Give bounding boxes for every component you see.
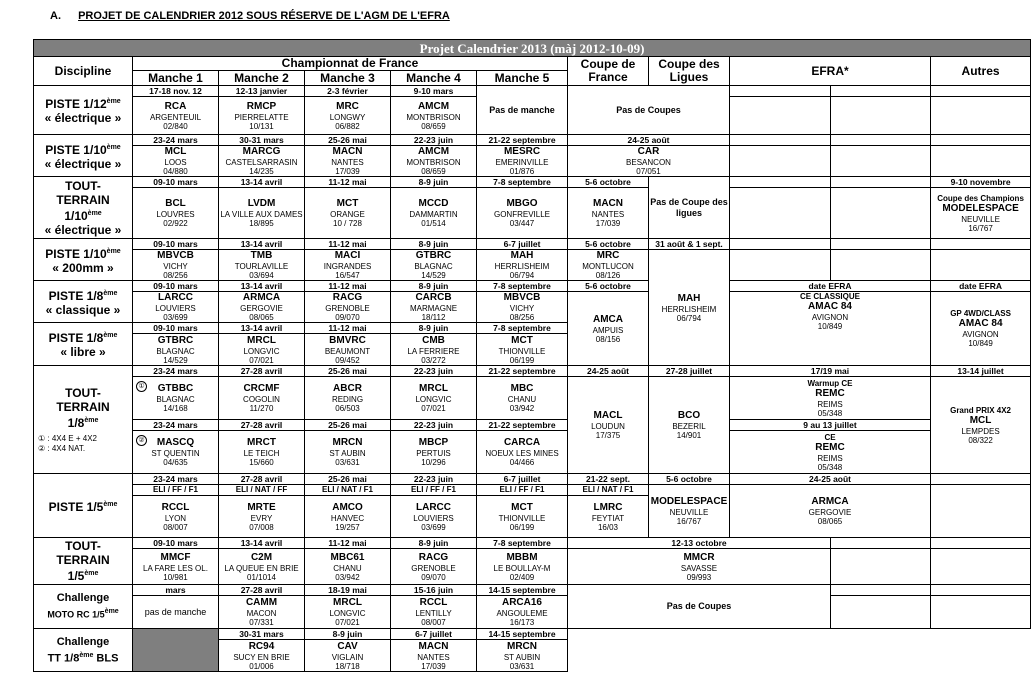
club-cell: MACN NANTES 17/039	[391, 640, 477, 672]
club-cell: MACI INGRANDES 16/547	[305, 250, 391, 281]
club-cell: MRCL LONGVIC 07/021	[219, 334, 305, 366]
date-cell: 12-13 janvier	[219, 86, 305, 97]
date-cell: 09-10 mars	[133, 239, 219, 250]
date-cell: 30-31 mars	[219, 629, 305, 640]
date-cell: 8-9 juin	[391, 177, 477, 188]
club-cell: MMCR SAVASSE 09/993	[568, 549, 831, 585]
header-manche-1: Manche 1	[133, 71, 219, 86]
category-cell: ELI / NAT / FF	[219, 485, 305, 496]
empty-cell	[931, 146, 1031, 177]
club-cell: GTBRC BLAGNAC 14/529	[133, 334, 219, 366]
date-cell: 09-10 mars	[133, 281, 219, 292]
club-cell: MRC MONTLUCON 08/126	[568, 250, 649, 281]
club-cell: MBC61 CHANU 03/942	[305, 549, 391, 585]
club-cell: AMCA AMPUIS 08/156	[568, 292, 649, 366]
empty-cell	[831, 239, 931, 250]
no-coupes-cell: Pas de Coupes	[568, 86, 730, 135]
discipline-tout-terrain-1-8: TOUT- TERRAIN 1/8ème ① : 4X4 E + 4X2 ② : 4X4 NAT.	[34, 366, 133, 474]
document-title	[50, 10, 450, 22]
date-cell: 11-12 mai	[305, 281, 391, 292]
date-cell: 13-14 avril	[219, 239, 305, 250]
club-cell: MBGO GONFREVILLE 03/447	[477, 188, 568, 239]
calendar-table	[33, 39, 1031, 672]
club-cell: MCT THIONVILLE 06/199	[477, 334, 568, 366]
club-cell: MCL LOOS 04/880	[133, 146, 219, 177]
date-cell: 09-10 mars	[133, 538, 219, 549]
date-cell: 7-8 septembre	[477, 538, 568, 549]
club-cell: MRCL LONGVIC 07/021	[305, 596, 391, 629]
club-cell: CARCB MARMAGNE 18/112	[391, 292, 477, 323]
empty-cell	[931, 97, 1031, 135]
date-cell: date EFRA	[730, 281, 931, 292]
date-cell: 21-22 septembre	[477, 420, 568, 431]
discipline-piste-1-12: PISTE 1/12ème « électrique »	[34, 86, 133, 135]
date-cell: 18-19 mai	[305, 585, 391, 596]
date-cell: 23-24 mars	[133, 366, 219, 377]
club-cell: MBC CHANU 03/942	[477, 377, 568, 420]
date-cell: 8-9 juin	[305, 629, 391, 640]
date-cell: 24-25 août	[730, 474, 931, 485]
club-cell: BCO BEZERIL 14/901	[649, 377, 730, 474]
date-cell: 25-26 mai	[305, 420, 391, 431]
empty-cell	[931, 596, 1031, 629]
date-cell: 8-9 juin	[391, 281, 477, 292]
legend-2: ② : 4X4 NAT.	[38, 443, 86, 453]
date-cell: 9-10 novembre	[931, 177, 1031, 188]
club-cell: LARCC LOUVIERS 03/699	[391, 496, 477, 538]
marker-2: ②	[136, 435, 147, 446]
club-cell: MAH HERRLISHEIM 06/794	[477, 250, 568, 281]
club-cell: Grand PRIX 4X2 MCL LEMPDES 08/322	[931, 377, 1031, 474]
date-cell: 13-14 avril	[219, 323, 305, 334]
category-cell: ELI / NAT / F1	[568, 485, 649, 496]
empty-cell	[730, 97, 831, 135]
header-manche-2: Manche 2	[219, 71, 305, 86]
no-manche-cell: pas de manche	[133, 596, 219, 629]
date-cell: 13-14 avril	[219, 177, 305, 188]
club-cell: RCA ARGENTEUIL 02/840	[133, 97, 219, 135]
club-cell: RACG GRENOBLE 09/070	[305, 292, 391, 323]
empty-cell	[831, 250, 931, 281]
greyed-cell	[133, 629, 219, 672]
discipline-piste-1-10-200mm: PISTE 1/10ème « 200mm »	[34, 239, 133, 281]
club-cell: GTBRC BLAGNAC 14/529	[391, 250, 477, 281]
date-cell: 5-6 octobre	[649, 474, 730, 485]
club-cell: MRCT LE TEICH 15/660	[219, 431, 305, 474]
empty-cell	[831, 177, 931, 188]
date-cell: 22-23 juin	[391, 420, 477, 431]
date-cell: 24-25 août	[568, 135, 730, 146]
discipline-challenge-tt-bls: Challenge TT 1/8ème BLS	[34, 629, 133, 672]
date-cell: 09-10 mars	[133, 177, 219, 188]
empty-cell	[730, 146, 831, 177]
category-cell: ELI / FF / F1	[477, 485, 568, 496]
club-cell: CAV VIGLAIN 18/718	[305, 640, 391, 672]
empty-cell	[931, 549, 1031, 585]
date-cell: 11-12 mai	[305, 323, 391, 334]
empty-cell	[931, 538, 1031, 549]
date-cell: 6-7 juillet	[477, 474, 568, 485]
empty-cell	[931, 474, 1031, 485]
date-cell: 14-15 septembre	[477, 629, 568, 640]
club-cell: ARMCA GERGOVIE 08/065	[219, 292, 305, 323]
empty-cell	[831, 549, 931, 585]
date-cell: 27-28 juillet	[649, 366, 730, 377]
club-cell: C2M LA QUEUE EN BRIE 01/1014	[219, 549, 305, 585]
club-cell: MBVCB VICHY 08/256	[477, 292, 568, 323]
club-cell: MARCG CASTELSARRASIN 14/235	[219, 146, 305, 177]
date-cell: 8-9 juin	[391, 239, 477, 250]
category-cell: ELI / NAT / F1	[305, 485, 391, 496]
empty-cell	[931, 86, 1031, 97]
club-cell: Warmup CE REMC REIMS 05/348	[730, 377, 931, 420]
club-cell: AMCM MONTBRISON 08/659	[391, 97, 477, 135]
no-manche-cell: Pas de manche	[477, 86, 568, 135]
club-cell: CARCA NOEUX LES MINES 04/466	[477, 431, 568, 474]
date-cell: 27-28 avril	[219, 474, 305, 485]
date-cell: 25-26 mai	[305, 135, 391, 146]
discipline-piste-1-8-classique: PISTE 1/8ème « classique »	[34, 281, 133, 323]
empty-cell	[730, 250, 831, 281]
club-cell: CRCMF COGOLIN 11/270	[219, 377, 305, 420]
club-cell: MAH HERRLISHEIM 06/794	[649, 250, 730, 366]
club-cell: MRCL LONGVIC 07/021	[391, 377, 477, 420]
header-manche-3: Manche 3	[305, 71, 391, 86]
club-cell: MCT ORANGE 10 / 728	[305, 188, 391, 239]
date-cell: 7-8 septembre	[477, 177, 568, 188]
header-efra: EFRA*	[730, 57, 931, 86]
empty-cell	[831, 97, 931, 135]
club-cell: ARCA16 ANGOULEME 16/173	[477, 596, 568, 629]
club-cell: MBBM LE BOULLAY-M 02/409	[477, 549, 568, 585]
section-letter: A.	[50, 10, 61, 22]
date-cell: 8-9 juin	[391, 323, 477, 334]
date-cell: 5-6 octobre	[568, 177, 649, 188]
category-cell: ELI / FF / F1	[133, 485, 219, 496]
date-cell: 23-24 mars	[133, 420, 219, 431]
club-cell: LVDM LA VILLE AUX DAMES 18/895	[219, 188, 305, 239]
club-cell: CMB LA FERRIERE 03/272	[391, 334, 477, 366]
discipline-challenge-moto: Challenge MOTO RC 1/5ème	[34, 585, 133, 629]
empty-cell	[931, 485, 1031, 538]
date-cell: 27-28 avril	[219, 366, 305, 377]
club-cell: MACN NANTES 17/039	[305, 146, 391, 177]
club-cell: BCL LOUVRES 02/922	[133, 188, 219, 239]
date-cell: 31 août & 1 sept.	[649, 239, 730, 250]
date-cell: 8-9 juin	[391, 538, 477, 549]
blank-area	[568, 629, 1031, 672]
legend-1: ① : 4X4 E + 4X2	[38, 433, 97, 443]
header-coupe-ligues: Coupe des Ligues	[649, 57, 730, 86]
date-cell: 12-13 octobre	[568, 538, 831, 549]
date-cell: 13-14 juillet	[931, 366, 1031, 377]
empty-cell	[831, 135, 931, 146]
date-cell: 7-8 septembre	[477, 323, 568, 334]
section-title: PROJET DE CALENDRIER 2012 SOUS RÉSERVE DE L'AGM DE L'EFRA	[78, 10, 450, 22]
no-coupes-cell: Pas de Coupes	[568, 585, 831, 629]
date-cell: 25-26 mai	[305, 366, 391, 377]
club-cell: GP 4WD/CLASS AMAC 84 AVIGNON 10/849	[931, 292, 1031, 366]
marker-1: ①	[136, 381, 147, 392]
no-coupe-ligues-cell: Pas de Coupe des ligues	[649, 177, 730, 239]
date-cell: 6-7 juillet	[391, 629, 477, 640]
discipline-piste-1-8-libre: PISTE 1/8ème « libre »	[34, 323, 133, 366]
empty-cell	[831, 146, 931, 177]
empty-cell	[831, 188, 931, 239]
category-cell: ELI / FF / F1	[391, 485, 477, 496]
club-cell: ① GTBBC BLAGNAC 14/168	[133, 377, 219, 420]
date-cell: 9 au 13 juillet	[730, 420, 931, 431]
club-cell: BMVRC BEAUMONT 09/452	[305, 334, 391, 366]
date-cell: 22-23 juin	[391, 366, 477, 377]
club-cell: MCCD DAMMARTIN 01/514	[391, 188, 477, 239]
date-cell: 09-10 mars	[133, 323, 219, 334]
empty-cell	[831, 538, 931, 549]
empty-cell	[730, 177, 831, 188]
empty-cell	[730, 239, 831, 250]
date-cell: mars	[133, 585, 219, 596]
empty-cell	[931, 250, 1031, 281]
header-manche-4: Manche 4	[391, 71, 477, 86]
discipline-tout-terrain-1-5: TOUT- TERRAIN 1/5ème	[34, 538, 133, 585]
club-cell: CE REMC REIMS 05/348	[730, 431, 931, 474]
date-cell: 15-16 juin	[391, 585, 477, 596]
header-discipline: Discipline	[34, 57, 133, 86]
club-cell: MCT THIONVILLE 06/199	[477, 496, 568, 538]
club-cell: LARCC LOUVIERS 03/699	[133, 292, 219, 323]
date-cell: 9-10 mars	[391, 86, 477, 97]
date-cell: 17/19 mai	[730, 366, 931, 377]
club-cell: MBCP PERTUIS 10/296	[391, 431, 477, 474]
club-cell: MESRC EMERINVILLE 01/876	[477, 146, 568, 177]
date-cell: 23-24 mars	[133, 474, 219, 485]
table-banner: Projet Calendrier 2013 (màj 2012-10-09)	[34, 40, 1031, 57]
date-cell: 5-6 octobre	[568, 281, 649, 292]
empty-cell	[931, 585, 1031, 596]
club-cell: MACL LOUDUN 17/375	[568, 377, 649, 474]
date-cell: 6-7 juillet	[477, 239, 568, 250]
date-cell: 25-26 mai	[305, 474, 391, 485]
club-cell: RCCL LENTILLY 08/007	[391, 596, 477, 629]
date-cell: 21-22 septembre	[477, 366, 568, 377]
date-cell: 27-28 avril	[219, 585, 305, 596]
empty-cell	[730, 86, 831, 97]
club-cell: MRTE EVRY 07/008	[219, 496, 305, 538]
club-cell: RC94 SUCY EN BRIE 01/006	[219, 640, 305, 672]
empty-cell	[831, 86, 931, 97]
discipline-piste-1-5: PISTE 1/5ème	[34, 474, 133, 538]
header-championnat: Championnat de France	[133, 57, 568, 71]
club-cell: CAMM MACON 07/331	[219, 596, 305, 629]
club-cell: ABCR REDING 06/503	[305, 377, 391, 420]
empty-cell	[931, 239, 1031, 250]
club-cell: ARMCA GERGOVIE 08/065	[730, 485, 931, 538]
date-cell: 21-22 septembre	[477, 135, 568, 146]
date-cell: 14-15 septembre	[477, 585, 568, 596]
club-cell: ② MASCQ ST QUENTIN 04/635	[133, 431, 219, 474]
empty-cell	[730, 135, 831, 146]
date-cell: 11-12 mai	[305, 239, 391, 250]
club-cell: MACN NANTES 17/039	[568, 188, 649, 239]
date-cell: 17-18 nov. 12	[133, 86, 219, 97]
club-cell: CE CLASSIQUE AMAC 84 AVIGNON 10/849	[730, 292, 931, 366]
date-cell: 11-12 mai	[305, 177, 391, 188]
date-cell: 22-23 juin	[391, 135, 477, 146]
date-cell: 11-12 mai	[305, 538, 391, 549]
club-cell: RACG GRENOBLE 09/070	[391, 549, 477, 585]
club-cell: Coupe des Champions MODELESPACE NEUVILLE 16/767	[931, 188, 1031, 239]
date-cell: 13-14 avril	[219, 281, 305, 292]
club-cell: LMRC FEYTIAT 16/03	[568, 496, 649, 538]
club-cell: AMCM MONTBRISON 08/659	[391, 146, 477, 177]
club-cell: MODELESPACE NEUVILLE 16/767	[649, 485, 730, 538]
date-cell: 5-6 octobre	[568, 239, 649, 250]
empty-cell	[831, 596, 931, 629]
club-cell: MMCF LA FARE LES OL. 10/981	[133, 549, 219, 585]
empty-cell	[931, 135, 1031, 146]
date-cell: 21-22 sept.	[568, 474, 649, 485]
club-cell: TMB TOURLAVILLE 03/694	[219, 250, 305, 281]
club-cell: RMCP PIERRELATTE 10/131	[219, 97, 305, 135]
club-cell: AMCO HANVEC 19/257	[305, 496, 391, 538]
header-autres: Autres	[931, 57, 1031, 86]
date-cell: 24-25 août	[568, 366, 649, 377]
discipline-tout-terrain-1-10: TOUT- TERRAIN 1/10ème « électrique »	[34, 177, 133, 239]
date-cell: 27-28 avril	[219, 420, 305, 431]
discipline-piste-1-10-electrique: PISTE 1/10ème « électrique »	[34, 135, 133, 177]
date-cell: 13-14 avril	[219, 538, 305, 549]
club-cell: MRCN ST AUBIN 03/631	[305, 431, 391, 474]
club-cell: RCCL LYON 08/007	[133, 496, 219, 538]
club-cell: MRC LONGWY 06/882	[305, 97, 391, 135]
header-manche-5: Manche 5	[477, 71, 568, 86]
club-cell: MBVCB VICHY 08/256	[133, 250, 219, 281]
date-cell: 23-24 mars	[133, 135, 219, 146]
header-coupe-france: Coupe de France	[568, 57, 649, 86]
date-cell: 30-31 mars	[219, 135, 305, 146]
empty-cell	[730, 188, 831, 239]
empty-cell	[831, 585, 931, 596]
club-cell: CAR BESANCON 07/051	[568, 146, 730, 177]
date-cell: date EFRA	[931, 281, 1031, 292]
date-cell: 22-23 juin	[391, 474, 477, 485]
date-cell: 2-3 février	[305, 86, 391, 97]
date-cell: 7-8 septembre	[477, 281, 568, 292]
club-cell: MRCN ST AUBIN 03/631	[477, 640, 568, 672]
